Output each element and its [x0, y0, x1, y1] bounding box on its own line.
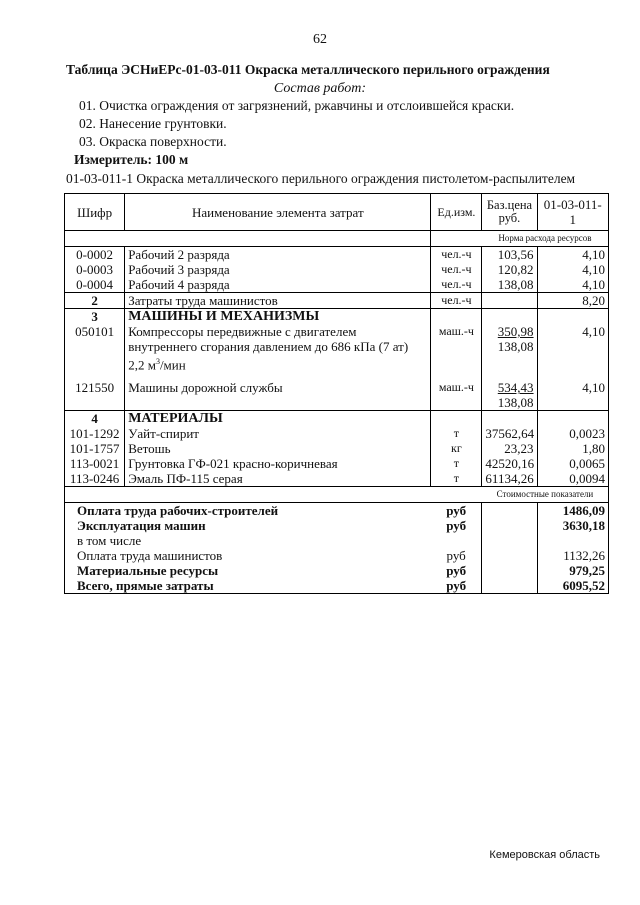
table-row	[65, 456, 609, 471]
row-unit: т	[453, 456, 460, 471]
resource-table	[64, 193, 609, 594]
row-price: 23,23	[482, 441, 537, 456]
superscript: 3	[155, 357, 160, 366]
row-norm: 4,10	[537, 324, 608, 372]
table-row	[65, 324, 609, 372]
row-name-line: 2,2 м	[128, 357, 156, 373]
summary-row	[65, 533, 609, 548]
measurement-unit: Измеритель: 100 м	[74, 152, 189, 167]
summary-value: 1132,26	[537, 548, 608, 563]
summary-row	[65, 503, 609, 519]
table-title: Таблица ЭСНиЕРс-01-03-011 Окраска металлического перильного ограждения	[66, 62, 550, 77]
row-name: Грунтовка ГФ-021 красно-коричневая	[125, 456, 431, 471]
table-row	[65, 247, 609, 263]
summary-label: в том числе	[65, 533, 431, 548]
page-number: 62	[313, 32, 327, 47]
row-price	[482, 372, 537, 411]
norm-caption: Норма расхода ресурсов	[482, 231, 609, 247]
summary-unit: руб	[431, 578, 482, 594]
header-code: Шифр	[65, 194, 125, 231]
summary-value: 6095,52	[537, 578, 608, 594]
summary-label: Всего, прямые затраты	[65, 578, 431, 594]
row-name: Ветошь	[125, 441, 431, 456]
summary-unit: руб	[446, 518, 467, 534]
row-unit: маш.-ч	[438, 380, 474, 395]
row-norm: 4,10	[537, 277, 608, 293]
section-header-row	[65, 309, 609, 325]
row-name	[125, 324, 431, 372]
row-name-line: /мин	[159, 357, 186, 373]
summary-row	[65, 548, 609, 563]
summary-row	[65, 518, 609, 533]
norm-subtitle: 01-03-011-1 Окраска металлического перильного ограждения пистолетом-распылителем	[66, 171, 576, 186]
row-name: Рабочий 3 разряда	[125, 262, 431, 277]
price-operator-value: 138,08	[497, 339, 534, 354]
header-name: Наименование элемента затрат	[125, 194, 431, 231]
composition-heading: Состав работ:	[273, 81, 367, 96]
table-header-row	[65, 194, 609, 231]
table-row	[65, 293, 609, 309]
header-price-line2: руб.	[498, 211, 521, 225]
section-number: 2	[65, 293, 125, 309]
work-step: 03. Окраска поверхности.	[79, 134, 227, 149]
summary-value: 1486,09	[537, 503, 608, 519]
work-step: 02. Нанесение грунтовки.	[79, 116, 227, 131]
cost-caption: Стоимостные показатели	[482, 487, 609, 503]
table-row	[65, 441, 609, 456]
price-operator-value: 138,08	[497, 395, 534, 411]
row-code: 101-1757	[65, 441, 125, 456]
row-norm: 4,10	[537, 262, 608, 277]
header-norm: 01-03-011-1	[537, 194, 608, 231]
row-norm: 8,20	[537, 293, 608, 309]
row-unit: кг	[451, 441, 462, 456]
row-name: Затраты труда машинистов	[125, 293, 431, 309]
row-norm: 4,10	[537, 372, 608, 411]
summary-row	[65, 578, 609, 594]
summary-unit: руб	[446, 563, 467, 579]
table-row	[65, 426, 609, 441]
section-number: 3	[65, 309, 125, 325]
section-title: МАТЕРИАЛЫ	[125, 411, 431, 427]
row-name-line: внутреннего сгорания давлением до 686 кПа (7 ат)	[128, 339, 409, 354]
section-header-row	[65, 411, 609, 427]
table-row	[65, 262, 609, 277]
table-row	[65, 372, 609, 411]
row-code: 050101	[65, 324, 125, 372]
work-step: 01. Очистка ограждения от загрязнений, ржавчины и отслоившейся краски.	[79, 98, 515, 113]
row-unit: чел.-ч	[441, 277, 472, 291]
row-code: 113-0246	[65, 471, 125, 487]
row-name: Эмаль ПФ-115 серая	[125, 471, 431, 487]
row-price	[482, 324, 537, 372]
summary-value: 3630,18	[537, 518, 608, 533]
summary-label: Материальные ресурсы	[65, 563, 431, 578]
row-unit: чел.-ч	[431, 247, 482, 263]
row-name: Рабочий 4 разряда	[125, 277, 431, 293]
price-value: 350,98	[497, 324, 534, 339]
row-norm: 1,80	[537, 441, 608, 456]
row-name-line: Компрессоры передвижные с двигателем	[128, 324, 357, 339]
row-price: 42520,16	[482, 456, 537, 471]
section-number: 4	[65, 411, 125, 427]
row-code: 0-0004	[65, 277, 125, 293]
row-code: 0-0002	[65, 247, 125, 263]
price-value: 534,43	[497, 380, 534, 396]
section-title: МАШИНЫ И МЕХАНИЗМЫ	[125, 309, 431, 325]
row-code: 121550	[65, 372, 125, 411]
row-unit: маш.-ч	[438, 324, 474, 338]
header-price	[482, 194, 537, 231]
row-price: 138,08	[482, 277, 537, 293]
row-price: 61134,26	[482, 471, 537, 487]
summary-row	[65, 563, 609, 578]
summary-label: Оплата труда рабочих-строителей	[65, 503, 431, 519]
table-row	[65, 471, 609, 487]
summary-label: Оплата труда машинистов	[65, 548, 431, 563]
row-norm: 4,10	[537, 247, 608, 263]
row-unit: чел.-ч	[431, 293, 482, 309]
caption-row	[65, 231, 609, 247]
row-norm: 0,0023	[537, 426, 608, 441]
summary-unit: руб	[431, 503, 482, 519]
row-norm: 0,0065	[537, 456, 608, 471]
row-unit: чел.-ч	[441, 262, 472, 276]
row-name: Машины дорожной службы	[125, 372, 431, 411]
header-unit: Ед.изм.	[431, 194, 482, 231]
row-price: 120,82	[482, 262, 537, 277]
row-code: 101-1292	[65, 426, 125, 441]
region-footer: Кемеровская область	[489, 849, 600, 861]
caption-row	[65, 487, 609, 503]
summary-label: Эксплуатация машин	[65, 518, 431, 533]
summary-value: 979,25	[537, 563, 608, 578]
row-unit: т	[431, 471, 482, 487]
row-price: 37562,64	[482, 426, 537, 441]
row-name: Рабочий 2 разряда	[125, 247, 431, 263]
header-price-line1: Баз.цена	[486, 198, 533, 212]
summary-unit: руб	[446, 548, 466, 564]
row-unit: т	[453, 426, 460, 441]
row-code: 113-0021	[65, 456, 125, 471]
row-name: Уайт-спирит	[125, 426, 431, 441]
row-norm: 0,0094	[537, 471, 608, 487]
row-price: 103,56	[482, 247, 537, 263]
row-code: 0-0003	[65, 262, 125, 277]
table-row	[65, 277, 609, 293]
